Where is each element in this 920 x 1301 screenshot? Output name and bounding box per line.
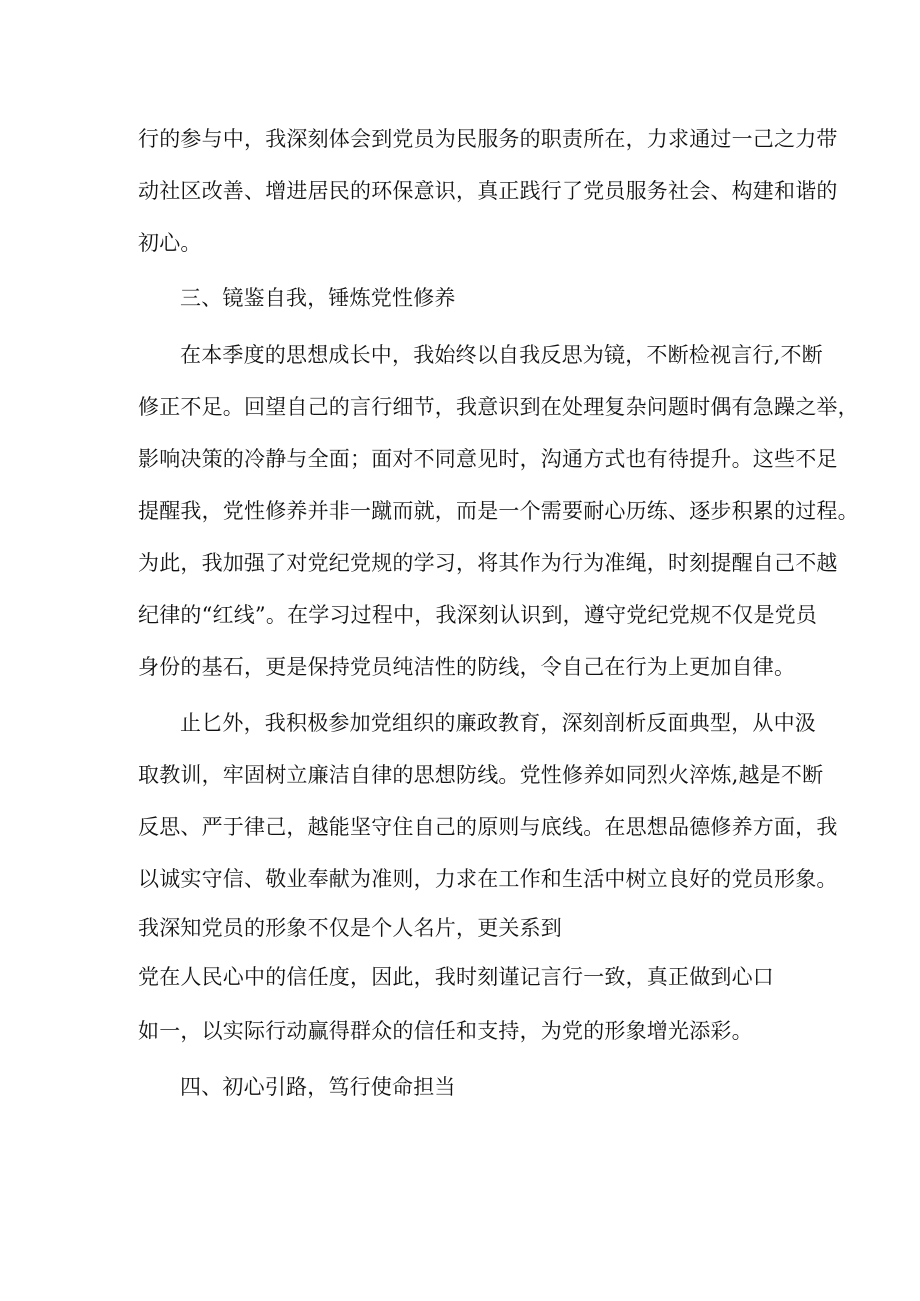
paragraph-line: 动社区改善、增进居民的环保意识，真正践行了党员服务社会、构建和谐的 [138,179,838,203]
paragraph-line: 党在人民心中的信任度，因此，我时刻谨记言行一致，真正做到心口 [138,965,774,989]
paragraph-line: 行的参与中，我深刻体会到党员为民服务的职责所在，力求通过一己之力带 [138,127,838,151]
paragraph-line: 纪律的“红线”。在学习过程中，我深刻认识到，遵守党纪党规不仅是党员 [138,603,818,627]
paragraph-line: 身份的基石，更是保持党员纯洁性的防线，令自己在行为上更加自律。 [138,655,796,679]
paragraph-line: 以诚实守信、敬业奉献为准则，力求在工作和生活中树立良好的党员形象。 [138,867,838,891]
paragraph-line: 我深知党员的形象不仅是个人名片，更关系到 [138,916,562,940]
paragraph-line: 修正不足。回望自己的言行细节，我意识到在处理复杂问题时偶有急躁之举， [138,395,859,419]
paragraph-line: 在本季度的思想成长中，我始终以自我反思为镜，不断检视言行,不断 [180,343,823,367]
paragraph-line: 反思、严于律己，越能坚守住自己的原则与底线。在思想品德修养方面，我 [138,815,838,839]
paragraph-line: 如一，以实际行动赢得群众的信任和支持，为党的形象增光添彩。 [138,1019,753,1043]
paragraph-line: 提醒我，党性修养并非一蹴而就，而是一个需要耐心历练、逐步积累的过程。 [138,499,859,523]
paragraph-line: 止匕外，我积极参加党组织的廉政教育，深刻剖析反面典型，从中汲 [180,711,816,735]
paragraph-line: 为此，我加强了对党纪党规的学习，将其作为行为准绳，时刻提醒自己不越 [138,551,838,575]
section-heading-3: 三、镜鉴自我，锤炼党性修养 [180,286,456,310]
paragraph-line: 初心。 [138,231,202,255]
paragraph-line: 取教训，牢固树立廉洁自律的思想防线。党性修养如同烈火淬炼,越是不断 [138,763,824,787]
section-heading-4: 四、初心引路，笃行使命担当 [180,1075,456,1099]
paragraph-line: 影响决策的冷静与全面；面对不同意见时，沟通方式也有待提升。这些不足 [138,447,838,471]
